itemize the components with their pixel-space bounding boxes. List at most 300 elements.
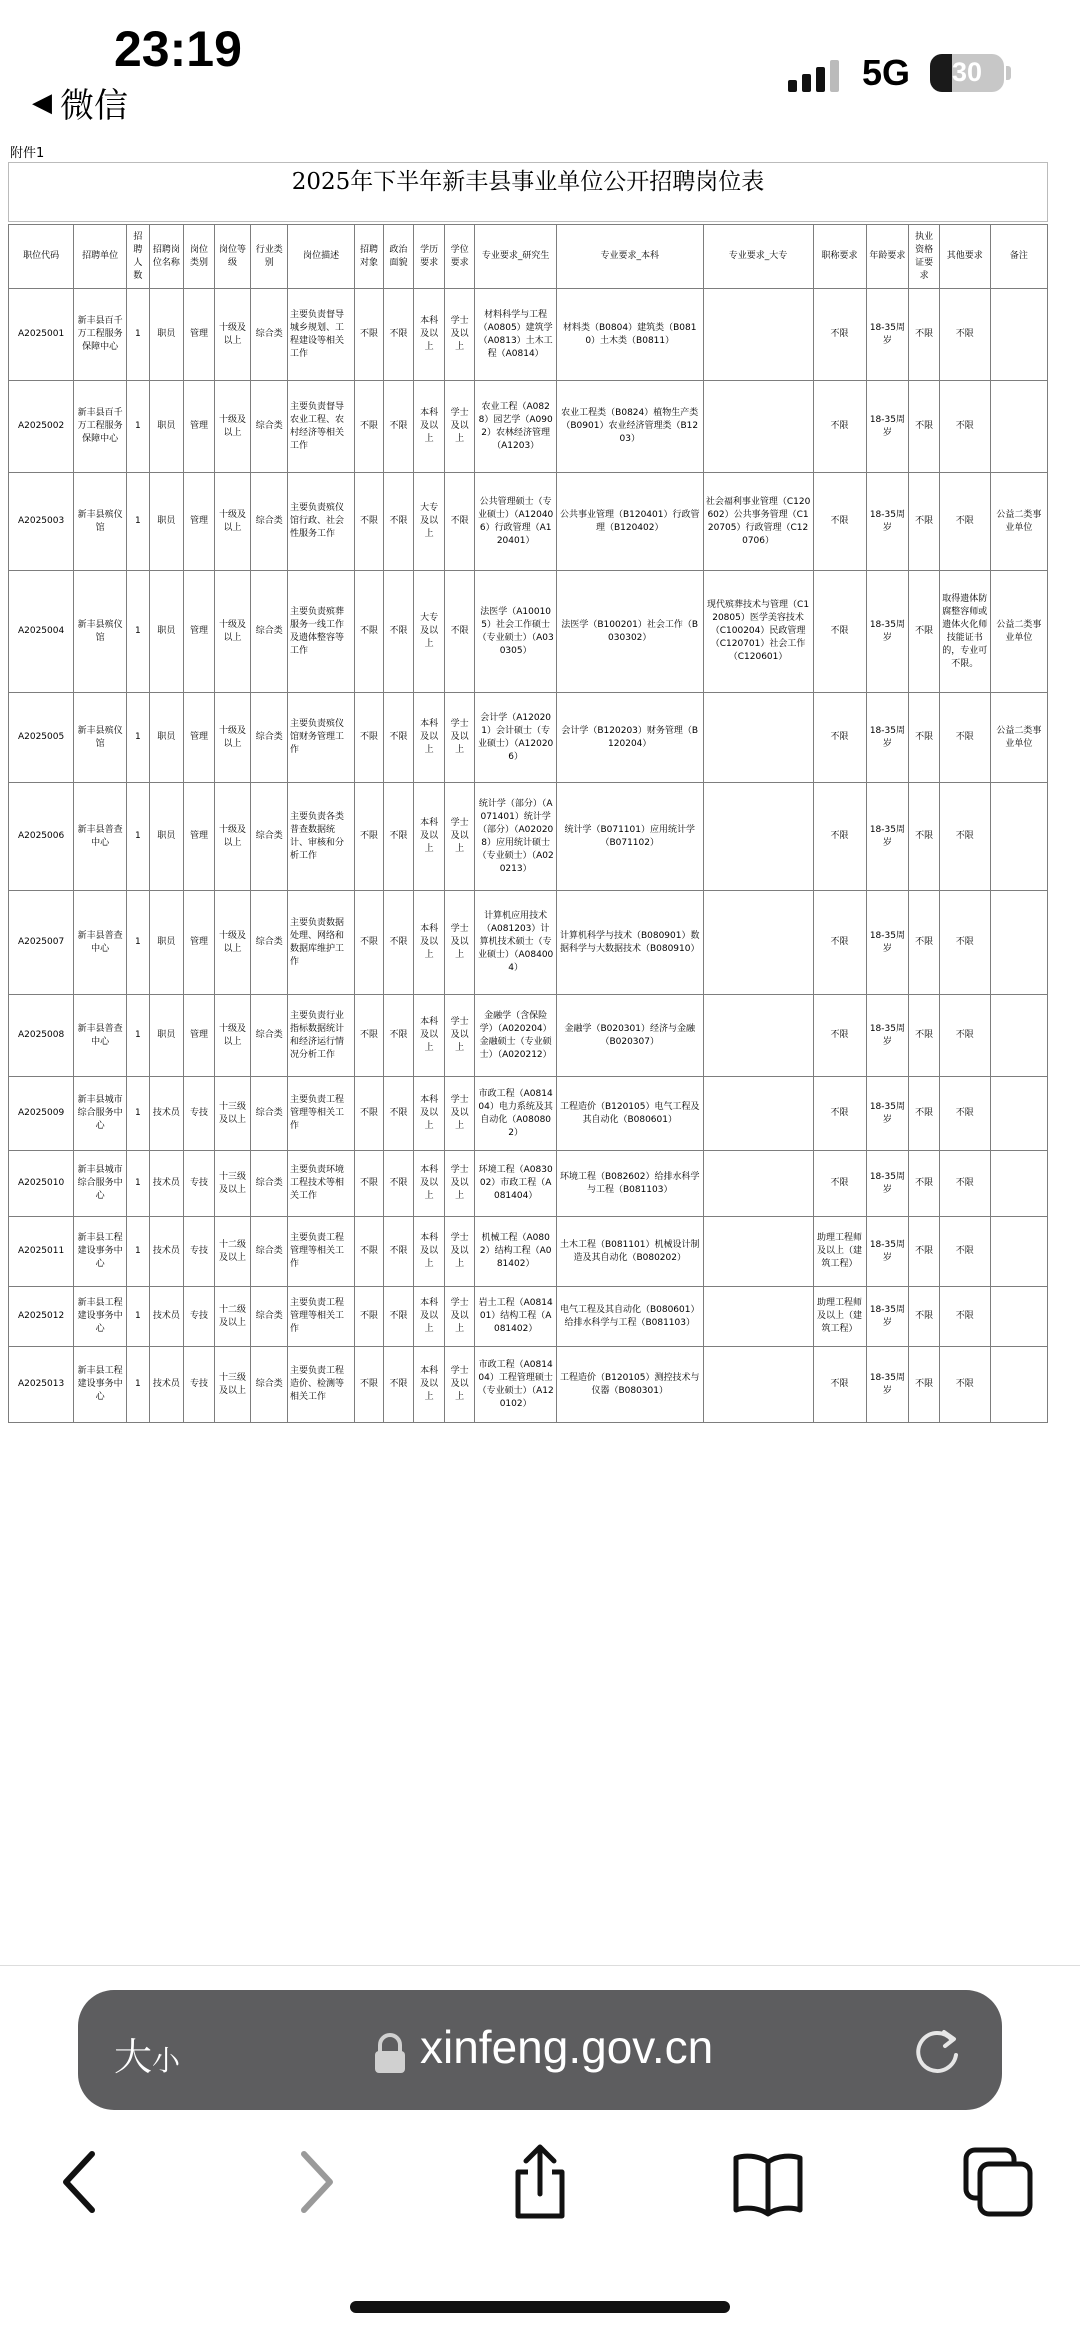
table-cell: 十级及以上 [214,473,251,571]
table-cell: 不限 [383,995,414,1077]
table-cell: 1 [127,995,149,1077]
column-header: 其他要求 [939,225,990,289]
table-cell: 18-35周岁 [866,473,909,571]
table-cell: 不限 [355,693,384,783]
table-cell: 综合类 [251,473,288,571]
table-cell: 职员 [149,473,184,571]
table-cell: 十三级及以上 [214,1151,251,1217]
table-cell [703,995,813,1077]
table-cell: 不限 [355,1287,384,1347]
table-cell: A2025001 [9,289,74,381]
table-cell: 职员 [149,289,184,381]
text-size-large: 大 [114,2035,153,2079]
table-cell: 综合类 [251,289,288,381]
table-cell: 18-35周岁 [866,891,909,995]
table-cell: 环境工程（A083002）市政工程（A081404） [475,1151,556,1217]
table-cell: 金融学（含保险学）（A020204）金融硕士（专业硕士）（A020212） [475,995,556,1077]
table-cell: 不限 [909,1347,940,1423]
table-cell: 不限 [909,571,940,693]
table-cell: 主要负责殡葬服务一线工作及遗体整容等工作 [288,571,355,693]
table-cell: 技术员 [149,1347,184,1423]
back-icon[interactable] [42,2142,122,2222]
table-cell: 综合类 [251,1287,288,1347]
table-cell: 市政工程（A081404）电力系统及其自动化（A080802） [475,1077,556,1151]
table-cell: 主要负责殡仪馆财务管理工作 [288,693,355,783]
network-type: 5G [862,52,911,93]
table-cell: 学士及以上 [444,1077,475,1151]
table-cell: 不限 [355,289,384,381]
table-cell: A2025005 [9,693,74,783]
table-cell: 十级及以上 [214,381,251,473]
table-row [9,1347,1048,1423]
table-cell: 本科及以上 [414,1151,445,1217]
table-cell: 综合类 [251,693,288,783]
table-row [9,1287,1048,1347]
table-cell: 不限 [813,381,866,473]
table-cell: 不限 [813,783,866,891]
table-cell: 环境工程（B082602）给排水科学与工程（B081103） [556,1151,703,1217]
table-cell: 不限 [939,381,990,473]
table-cell: 学士及以上 [444,1287,475,1347]
table-cell: 助理工程师及以上（建筑工程） [813,1217,866,1287]
table-cell: A2025009 [9,1077,74,1151]
table-cell: 专技 [184,1347,215,1423]
table-cell [990,1077,1047,1151]
table-cell: 本科及以上 [414,891,445,995]
attachment-label: 附件1 [10,146,45,161]
table-cell [990,1151,1047,1217]
table-cell [703,1151,813,1217]
table-cell: 新丰县殡仪馆 [74,693,127,783]
table-cell: 1 [127,693,149,783]
table-cell [990,891,1047,995]
table-cell: 不限 [909,381,940,473]
table-cell: 主要负责督导农业工程、农村经济等相关工作 [288,381,355,473]
table-header-row [9,225,1048,289]
table-cell: 学士及以上 [444,995,475,1077]
table-cell: 18-35周岁 [866,571,909,693]
table-cell: 本科及以上 [414,289,445,381]
table-row [9,783,1048,891]
table-cell: 不限 [383,289,414,381]
table-cell: 主要负责工程管理等相关工作 [288,1217,355,1287]
table-cell: 不限 [939,1077,990,1151]
column-header: 专业要求_本科 [556,225,703,289]
table-cell: 公益二类事业单位 [990,693,1047,783]
table-cell: 不限 [355,891,384,995]
table-cell: 不限 [383,1077,414,1151]
table-cell: 不限 [813,891,866,995]
table-cell: A2025013 [9,1347,74,1423]
table-cell: 工程造价（B120105）测控技术与仪器（B080301） [556,1347,703,1423]
table-row [9,995,1048,1077]
url-text[interactable]: xinfeng.gov.cn [420,2021,714,2073]
column-header: 年龄要求 [866,225,909,289]
table-cell: 技术员 [149,1217,184,1287]
table-cell: 管理 [184,381,215,473]
positions-table [8,224,1048,1423]
table-cell [703,1077,813,1151]
share-icon[interactable] [500,2142,580,2222]
table-cell: 主要负责行业指标数据统计和经济运行情况分析工作 [288,995,355,1077]
column-header: 执业资格证要求 [909,225,940,289]
table-cell: 本科及以上 [414,1347,445,1423]
table-cell: 统计学（B071101）应用统计学（B071102） [556,783,703,891]
table-cell: 不限 [909,693,940,783]
status-time: 23:19 [114,21,242,77]
table-cell: 大专及以上 [414,473,445,571]
table-cell: 不限 [813,473,866,571]
table-cell: 不限 [813,1151,866,1217]
table-cell: 18-35周岁 [866,1287,909,1347]
table-cell: 综合类 [251,1217,288,1287]
table-cell: 新丰县工程建设事务中心 [74,1347,127,1423]
table-cell [990,381,1047,473]
document-title: 2025年下半年新丰县事业单位公开招聘岗位表 [8,162,1048,222]
table-cell: 大专及以上 [414,571,445,693]
table-cell: 技术员 [149,1151,184,1217]
table-cell: 本科及以上 [414,693,445,783]
table-cell: 不限 [909,1217,940,1287]
table-cell: 不限 [909,1151,940,1217]
table-cell: 不限 [939,1347,990,1423]
table-cell: 专技 [184,1217,215,1287]
table-cell [703,891,813,995]
table-cell: 不限 [355,571,384,693]
table-cell: 不限 [939,289,990,381]
table-cell: 1 [127,381,149,473]
table-cell: 会计学（B120203）财务管理（B120204） [556,693,703,783]
text-size-small: 小 [152,2044,181,2077]
table-cell: 计算机应用技术（A081203）计算机技术硕士（专业硕士）（A084004） [475,891,556,995]
table-cell: 学士及以上 [444,1151,475,1217]
home-indicator [350,2301,730,2313]
table-cell: 不限 [939,783,990,891]
table-cell: 公益二类事业单位 [990,571,1047,693]
table-cell: 不限 [909,473,940,571]
table-cell: 主要负责工程造价、检测等相关工作 [288,1347,355,1423]
table-cell: 不限 [355,381,384,473]
table-cell [703,381,813,473]
table-cell: 不限 [383,891,414,995]
table-cell: 18-35周岁 [866,1077,909,1151]
table-cell [990,783,1047,891]
battery-icon [930,54,1004,92]
table-cell: 不限 [909,1077,940,1151]
table-cell [990,995,1047,1077]
toolbar-divider [0,1965,1080,1966]
table-row [9,693,1048,783]
table-cell: 职员 [149,995,184,1077]
table-cell: 职员 [149,783,184,891]
table-cell: 新丰县普查中心 [74,783,127,891]
table-cell: 技术员 [149,1077,184,1151]
table-cell: 不限 [383,1347,414,1423]
table-cell: 综合类 [251,381,288,473]
table-cell: 市政工程（A081404）工程管理硕士（专业硕士）（A120102） [475,1347,556,1423]
table-cell: 职员 [149,381,184,473]
table-cell: 1 [127,1287,149,1347]
table-cell: 公益二类事业单位 [990,473,1047,571]
column-header: 招聘岗位名称 [149,225,184,289]
column-header: 招聘单位 [74,225,127,289]
table-cell [703,1217,813,1287]
table-cell: 本科及以上 [414,1287,445,1347]
table-cell: 不限 [383,693,414,783]
table-cell: 不限 [939,891,990,995]
table-cell: 18-35周岁 [866,995,909,1077]
table-cell: 金融学（B020301）经济与金融（B020307） [556,995,703,1077]
table-cell: 学士及以上 [444,381,475,473]
table-cell: 新丰县殡仪馆 [74,571,127,693]
table-cell: 18-35周岁 [866,1217,909,1287]
column-header: 学历要求 [414,225,445,289]
address-bar[interactable] [78,1990,1002,2110]
table-cell: 18-35周岁 [866,1347,909,1423]
table-row [9,1151,1048,1217]
reload-icon[interactable] [908,2022,966,2080]
table-cell: 十三级及以上 [214,1347,251,1423]
table-cell: 不限 [939,1287,990,1347]
column-header: 招聘人数 [127,225,149,289]
table-cell: 新丰县普查中心 [74,995,127,1077]
table-cell [990,1287,1047,1347]
table-cell: 不限 [813,1077,866,1151]
table-cell: 学士及以上 [444,289,475,381]
table-cell: 不限 [939,1151,990,1217]
column-header: 学位要求 [444,225,475,289]
table-cell: 十二级及以上 [214,1217,251,1287]
table-row [9,381,1048,473]
column-header: 岗位等级 [214,225,251,289]
table-cell: A2025010 [9,1151,74,1217]
table-cell: 1 [127,1217,149,1287]
table-cell: 新丰县工程建设事务中心 [74,1217,127,1287]
table-cell: 不限 [813,995,866,1077]
table-cell: 不限 [909,891,940,995]
table-cell: 不限 [355,1217,384,1287]
table-cell: 不限 [383,783,414,891]
table-cell: 不限 [383,1287,414,1347]
table-cell: 法医学（B100201）社会工作（B030302） [556,571,703,693]
table-cell [990,289,1047,381]
text-size-button[interactable] [114,2026,180,2081]
table-cell: 管理 [184,783,215,891]
table-cell: 综合类 [251,1151,288,1217]
table-cell [990,1347,1047,1423]
table-cell [990,1217,1047,1287]
table-cell: 不限 [355,783,384,891]
table-cell: 公共管理硕士（专业硕士）（A120406）行政管理（A120401） [475,473,556,571]
table-cell: 十级及以上 [214,891,251,995]
table-row [9,1077,1048,1151]
table-cell: 十三级及以上 [214,1077,251,1151]
table-cell: 会计学（A120201）会计硕士（专业硕士）（A120206） [475,693,556,783]
table-cell: 本科及以上 [414,1217,445,1287]
table-cell: A2025006 [9,783,74,891]
table-cell: 主要负责殡仪馆行政、社会性服务工作 [288,473,355,571]
table-cell: 新丰县城市综合服务中心 [74,1077,127,1151]
column-header: 岗位描述 [288,225,355,289]
table-cell: 新丰县城市综合服务中心 [74,1151,127,1217]
table-cell: 1 [127,891,149,995]
table-cell: A2025004 [9,571,74,693]
table-cell: 计算机科学与技术（B080901）数据科学与大数据技术（B080910） [556,891,703,995]
table-cell: 不限 [909,1287,940,1347]
table-cell [703,693,813,783]
table-cell: 不限 [813,571,866,693]
table-cell: 主要负责数据处理、网络和数据库维护工作 [288,891,355,995]
table-cell: 1 [127,571,149,693]
table-cell: 本科及以上 [414,783,445,891]
table-cell: 管理 [184,891,215,995]
table-cell: A2025007 [9,891,74,995]
table-cell: A2025011 [9,1217,74,1287]
table-cell: 现代殡葬技术与管理（C120805）医学美容技术（C100204）民政管理（C120701）社会工作（C120601） [703,571,813,693]
table-cell: 本科及以上 [414,381,445,473]
table-cell: 法医学（A100105）社会工作硕士（专业硕士）（A030305） [475,571,556,693]
table-row [9,891,1048,995]
table-cell [703,1287,813,1347]
forward-icon[interactable] [274,2142,354,2222]
table-cell: A2025008 [9,995,74,1077]
column-header: 政治面貌 [383,225,414,289]
table-cell: 1 [127,473,149,571]
table-cell: 职员 [149,571,184,693]
table-cell: 18-35周岁 [866,289,909,381]
table-cell: 本科及以上 [414,1077,445,1151]
table-cell: 不限 [939,693,990,783]
table-cell: 职员 [149,693,184,783]
table-cell: 不限 [909,995,940,1077]
table-cell: 管理 [184,995,215,1077]
table-cell: 管理 [184,289,215,381]
table-cell: 综合类 [251,571,288,693]
table-cell: 专技 [184,1287,215,1347]
table-cell: 电气工程及其自动化（B080601）给排水科学与工程（B081103） [556,1287,703,1347]
column-header: 行业类别 [251,225,288,289]
document-view[interactable] [0,138,1080,1438]
table-cell: 农业工程类（B0824）植物生产类（B0901）农业经济管理类（B1203） [556,381,703,473]
table-cell: 十级及以上 [214,571,251,693]
table-cell: 职员 [149,891,184,995]
battery-tip [1006,66,1011,80]
table-cell: 18-35周岁 [866,381,909,473]
bookmarks-icon[interactable] [728,2142,808,2222]
lock-icon [370,2032,410,2076]
table-cell: 不限 [383,1217,414,1287]
table-cell: 新丰县百千万工程服务保障中心 [74,289,127,381]
table-cell: 主要负责工程管理等相关工作 [288,1287,355,1347]
table-cell: 新丰县工程建设事务中心 [74,1287,127,1347]
column-header: 专业要求_大专 [703,225,813,289]
table-cell: 十二级及以上 [214,1287,251,1347]
table-cell: 主要负责督导城乡规划、工程建设等相关工作 [288,289,355,381]
table-cell: 材料科学与工程（A0805）建筑学（A0813）土木工程（A0814） [475,289,556,381]
table-cell: 不限 [939,995,990,1077]
table-cell: 不限 [383,571,414,693]
table-row [9,289,1048,381]
table-cell: 不限 [939,1217,990,1287]
column-header: 职位代码 [9,225,74,289]
table-cell: 本科及以上 [414,995,445,1077]
table-cell: 新丰县普查中心 [74,891,127,995]
table-row [9,473,1048,571]
table-cell: 管理 [184,473,215,571]
table-cell: 机械工程（A0802）结构工程（A081402） [475,1217,556,1287]
table-cell: 材料类（B0804）建筑类（B0810）土木类（B0811） [556,289,703,381]
table-cell: 不限 [813,693,866,783]
table-cell: 助理工程师及以上（建筑工程） [813,1287,866,1347]
column-header: 备注 [990,225,1047,289]
tabs-icon[interactable] [958,2142,1038,2222]
table-cell: 18-35周岁 [866,783,909,891]
table-cell: A2025002 [9,381,74,473]
table-cell: 统计学（部分）（A071401）统计学（部分）（A020208）应用统计硕士（专业硕士）（A020213） [475,783,556,891]
table-cell: 1 [127,1077,149,1151]
table-cell: A2025012 [9,1287,74,1347]
table-cell: 1 [127,1347,149,1423]
table-cell: 工程造价（B120105）电气工程及其自动化（B080601） [556,1077,703,1151]
table-cell: 1 [127,783,149,891]
table-cell: 管理 [184,571,215,693]
table-cell: 农业工程（A0828）园艺学（A0902）农林经济管理（A1203） [475,381,556,473]
table-cell: 十级及以上 [214,783,251,891]
table-cell: 专技 [184,1077,215,1151]
table-cell: 不限 [355,1151,384,1217]
signal-icon [788,58,842,92]
table-cell: 不限 [909,289,940,381]
table-cell: 18-35周岁 [866,1151,909,1217]
table-row [9,1217,1048,1287]
table-cell: 主要负责各类普查数据统计、审核和分析工作 [288,783,355,891]
table-row [9,571,1048,693]
table-cell: 公共事业管理（B120401）行政管理（B120402） [556,473,703,571]
column-header: 专业要求_研究生 [475,225,556,289]
table-cell [703,783,813,891]
table-cell [703,289,813,381]
table-cell: 不限 [355,1077,384,1151]
table-cell: 不限 [355,1347,384,1423]
table-cell: A2025003 [9,473,74,571]
table-cell: 十级及以上 [214,693,251,783]
table-cell: 不限 [383,473,414,571]
table-cell: 学士及以上 [444,891,475,995]
table-cell: 不限 [813,289,866,381]
table-cell: 不限 [383,381,414,473]
table-cell: 岩土工程（A081401）结构工程（A081402） [475,1287,556,1347]
table-cell: 取得遗体防腐整容师或遗体火化师技能证书的，专业可不限。 [939,571,990,693]
column-header: 岗位类别 [184,225,215,289]
table-cell: 学士及以上 [444,783,475,891]
table-cell: 主要负责工程管理等相关工作 [288,1077,355,1151]
table-cell: 不限 [444,473,475,571]
table-cell: 1 [127,289,149,381]
table-cell: 新丰县殡仪馆 [74,473,127,571]
table-cell: 学士及以上 [444,693,475,783]
table-cell: 不限 [444,571,475,693]
table-cell: 18-35周岁 [866,693,909,783]
table-cell: 社会福利事业管理（C120602）公共事务管理（C120705）行政管理（C120706） [703,473,813,571]
table-cell: 综合类 [251,1347,288,1423]
battery-percent: 30 [951,57,983,87]
table-cell: 技术员 [149,1287,184,1347]
table-cell: 不限 [383,1151,414,1217]
back-triangle-icon: ◀ [32,87,52,118]
back-to-app-button[interactable] [32,78,128,127]
back-app-label: 微信 [60,86,128,126]
table-cell: 主要负责环境工程技术等相关工作 [288,1151,355,1217]
